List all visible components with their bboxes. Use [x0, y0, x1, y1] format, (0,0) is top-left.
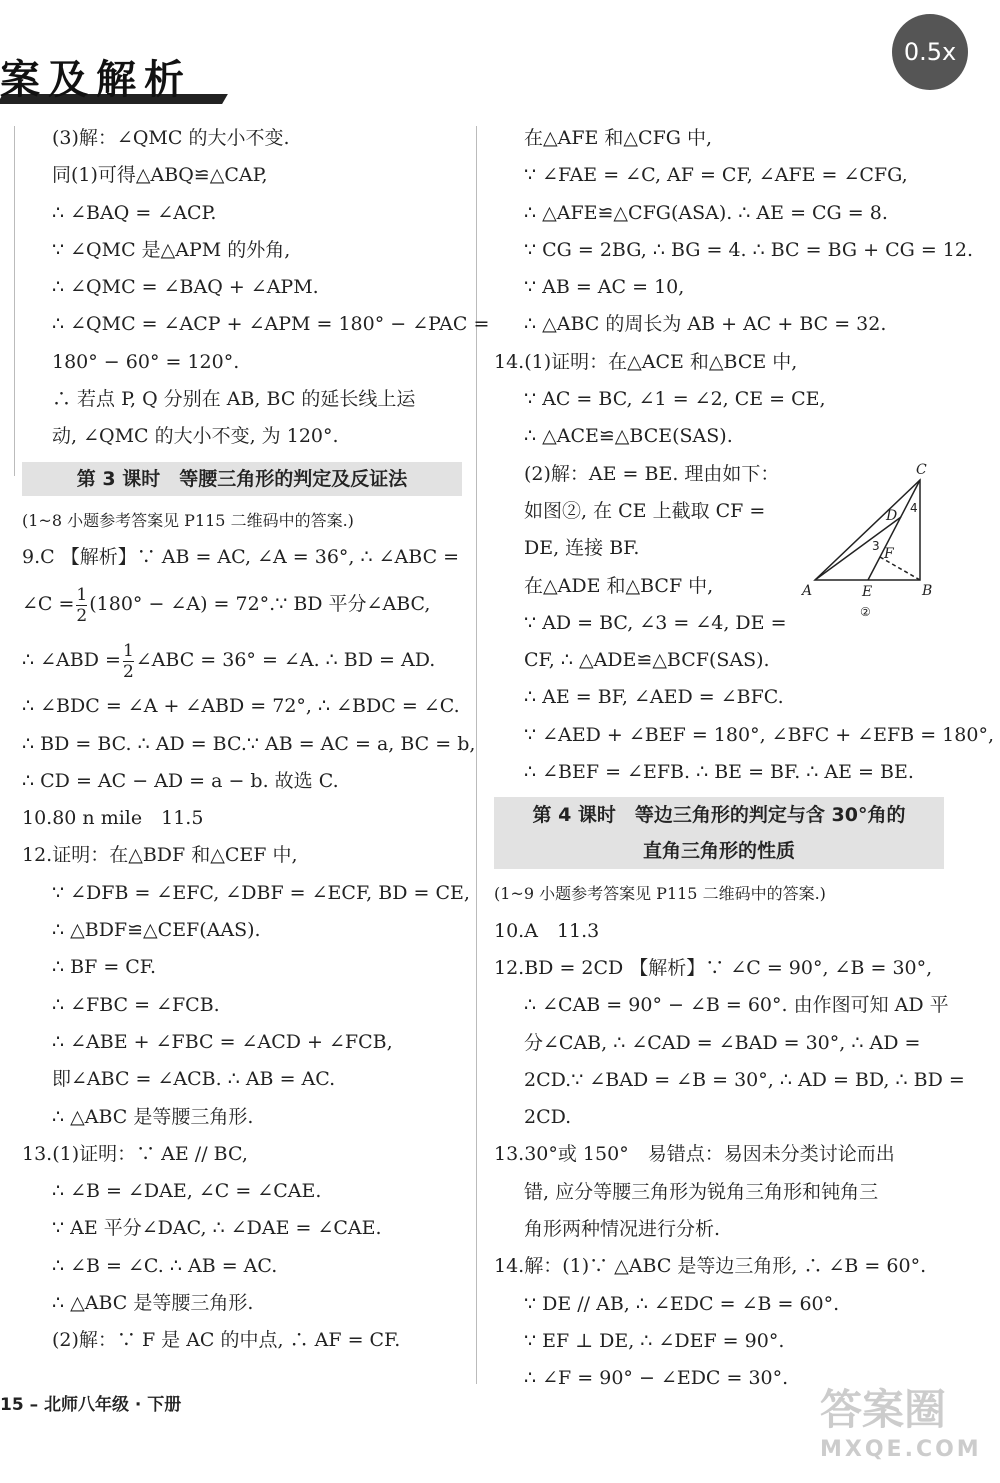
text-line: ∴ △ABC 的周长为 AB + AC + BC = 32.	[524, 313, 887, 336]
fraction	[123, 641, 134, 682]
question-13-line: ∵ AE 平分∠DAC, ∴ ∠DAE = ∠CAE.	[52, 1217, 382, 1240]
watermark	[820, 1385, 982, 1470]
question-14-line: ∵ AC = BC, ∠1 = ∠2, CE = CE,	[524, 388, 826, 411]
watermark-sub: MXQE.COM	[820, 1437, 982, 1462]
question-14-line: 14.解：(1)∵ △ABC 是等边三角形, ∴ ∠B = 60°.	[494, 1255, 927, 1278]
question-12-line: 即∠ABC = ∠ACB. ∴ AB = AC.	[52, 1068, 336, 1091]
page-footer: 15 – 北师八年级 · 下册	[0, 1395, 182, 1415]
question-13-line: ∴ △ABC 是等腰三角形.	[52, 1292, 254, 1315]
question-10-11: 10.80 n mile 11.5	[22, 807, 204, 830]
question-14-line: ∴ ∠F = 90° − ∠EDC = 30°.	[524, 1367, 789, 1390]
question-9-line: ∴ CD = AC − AD = a − b. 故选 C.	[22, 769, 339, 792]
point-label-f: F	[884, 546, 894, 562]
answer-note: (1~8 小题参考答案见 P115 二维码中的答案.)	[22, 510, 354, 530]
zoom-level-button[interactable]: 0.5x	[892, 14, 968, 90]
question-9-fraction-line	[22, 632, 462, 688]
text-line: ∵ CG = 2BG, ∴ BG = 4. ∴ BC = BG + CG = 12.	[524, 238, 974, 261]
question-12-line: 分∠CAB, ∴ ∠CAD = ∠BAD = 30°, ∴ AD =	[524, 1031, 921, 1054]
question-9-line: ∴ BD = BC. ∴ AD = BC.∵ AB = AC = a, BC = b,	[22, 732, 476, 755]
text-line: ∴ ∠QMC = ∠BAQ + ∠APM.	[52, 276, 319, 299]
text-part: ∴ ∠ABD =	[22, 649, 121, 672]
denominator: 2	[122, 661, 134, 682]
header-title: 案及解析	[0, 57, 192, 103]
point-label-e: E	[862, 584, 873, 600]
question-14-line: ∵ AD = BC, ∠3 = ∠4, DE =	[524, 611, 787, 634]
question-13-line: 13.30°或 150° 易错点：易因未分类讨论而出	[494, 1143, 895, 1166]
text-line: ∴ 若点 P, Q 分别在 AB, BC 的延长线上运	[52, 388, 416, 411]
question-9-line: 9.C 【解析】∵ AB = AC, ∠A = 36°, ∴ ∠ABC =	[22, 545, 460, 568]
question-12-line: ∴ ∠CAB = 90° − ∠B = 60°. 由作图可知 AD 平	[524, 994, 949, 1017]
question-12-line: ∴ ∠FBC = ∠FCB.	[52, 993, 220, 1016]
question-12-line: 12.BD = 2CD 【解析】∵ ∠C = 90°, ∠B = 30°,	[494, 956, 933, 979]
answer-note: (1~9 小题参考答案见 P115 二维码中的答案.)	[494, 884, 826, 904]
text-line: (3)解：∠QMC 的大小不变.	[52, 127, 290, 149]
point-label-b: B	[922, 583, 933, 599]
text-part: ∠C =	[22, 593, 75, 616]
question-13-line: 错, 应分等腰三角形为锐角三角形和钝角三	[524, 1180, 879, 1203]
question-12-line: 12.证明：在△BDF 和△CEF 中,	[22, 844, 298, 867]
question-14-line: ∵ EF ⊥ DE, ∴ ∠DEF = 90°.	[524, 1329, 785, 1352]
geometry-figure-2	[800, 460, 950, 625]
text-line: 动, ∠QMC 的大小不变, 为 120°.	[52, 425, 339, 448]
question-14-line: 如图②, 在 CE 上截取 CF =	[524, 499, 766, 522]
section-heading-lesson-4	[494, 797, 944, 869]
question-13-line: (2)解：∵ F 是 AC 的中点, ∴ AF = CF.	[52, 1329, 401, 1352]
question-13-line: ∴ ∠B = ∠C. ∴ AB = AC.	[52, 1254, 278, 1277]
angle-label-4: 4	[910, 501, 918, 515]
denominator: 2	[76, 605, 88, 626]
text-line: ∵ AB = AC = 10,	[524, 276, 685, 299]
text-line: ∵ ∠QMC 是△APM 的外角,	[52, 238, 291, 261]
fraction	[76, 585, 87, 626]
left-column	[22, 120, 490, 1360]
page-header	[0, 40, 240, 110]
text-part: ∠ABC = 36° = ∠A. ∴ BD = AD.	[135, 649, 436, 672]
question-14-line: (2)解：AE = BE. 理由如下：	[524, 462, 780, 485]
question-9-line: ∴ ∠BDC = ∠A + ∠ABD = 72°, ∴ ∠BDC = ∠C.	[22, 695, 460, 718]
text-line: ∴ ∠BAQ = ∠ACP.	[52, 201, 217, 224]
question-14-line: ∵ DE // AB, ∴ ∠EDC = ∠B = 60°.	[524, 1292, 840, 1315]
question-14-line: 在△ADE 和△BCF 中,	[524, 574, 714, 597]
question-14-line: 14.(1)证明：在△ACE 和△BCE 中,	[494, 350, 798, 373]
question-10-11: 10.A 11.3	[494, 919, 600, 942]
section-heading-lesson-3: 第 3 课时 等腰三角形的判定及反证法	[22, 462, 462, 496]
question-12-line: ∴ △BDF≌△CEF(AAS).	[52, 919, 261, 942]
question-14-line: DE, 连接 BF.	[524, 537, 640, 560]
text-line: 同(1)可得△ABQ≌△CAP,	[52, 164, 268, 187]
right-column	[494, 120, 994, 1398]
question-14-line: CF, ∴ △ADE≌△BCF(SAS).	[524, 649, 770, 672]
section-heading-line: 第 4 课时 等边三角形的判定与含 30°角的	[532, 804, 906, 827]
text-line: 180° − 60° = 120°.	[52, 350, 240, 373]
question-12-line: ∴ △ABC 是等腰三角形.	[52, 1105, 254, 1128]
point-label-a: A	[802, 583, 813, 599]
numerator: 1	[76, 584, 88, 605]
question-13-line: 13.(1)证明：∵ AE // BC,	[22, 1142, 248, 1165]
question-14-line: ∴ ∠BEF = ∠EFB. ∴ BE = BF. ∴ AE = BE.	[524, 761, 914, 784]
question-13-line: ∴ ∠B = ∠DAE, ∠C = ∠CAE.	[52, 1180, 322, 1203]
text-line: ∴ ∠QMC = ∠ACP + ∠APM = 180° − ∠PAC =	[52, 313, 490, 336]
figure-caption: ②	[860, 605, 871, 619]
numerator: 1	[122, 640, 134, 661]
point-label-c: C	[916, 462, 927, 478]
section-heading-line: 直角三角形的性质	[642, 840, 795, 863]
triangle-abc	[815, 480, 920, 580]
watermark-main: 答案圈	[820, 1385, 947, 1434]
point-label-d: D	[886, 508, 898, 524]
text-line: 在△AFE 和△CFG 中,	[524, 127, 713, 149]
question-12-line: 2CD.	[524, 1106, 572, 1129]
question-14-line: ∵ ∠AED + ∠BEF = 180°, ∠BFC + ∠EFB = 180°,	[524, 723, 994, 746]
question-12-line: 2CD.∵ ∠BAD = ∠B = 30°, ∴ AD = BD, ∴ BD =	[524, 1068, 965, 1091]
angle-label-3: 3	[872, 539, 880, 553]
question-12-line: ∵ ∠DFB = ∠EFC, ∠DBF = ∠ECF, BD = CE,	[52, 881, 470, 904]
question-12-line: ∴ ∠ABE + ∠FBC = ∠ACD + ∠FCB,	[52, 1030, 393, 1053]
question-9-fraction-line	[22, 576, 462, 632]
question-12-line: ∴ BF = CF.	[52, 956, 157, 979]
question-14-line: ∴ AE = BF, ∠AED = ∠BFC.	[524, 686, 784, 709]
text-line: ∵ ∠FAE = ∠C, AF = CF, ∠AFE = ∠CFG,	[524, 164, 908, 187]
question-13-line: 角形两种情况进行分析.	[524, 1218, 721, 1241]
question-14-line: ∴ △ACE≌△BCE(SAS).	[524, 425, 733, 448]
left-margin-line	[14, 126, 15, 476]
text-line: ∴ △AFE≌△CFG(ASA). ∴ AE = CG = 8.	[524, 201, 888, 224]
text-part: (180° − ∠A) = 72°.∵ BD 平分∠ABC,	[89, 593, 431, 616]
